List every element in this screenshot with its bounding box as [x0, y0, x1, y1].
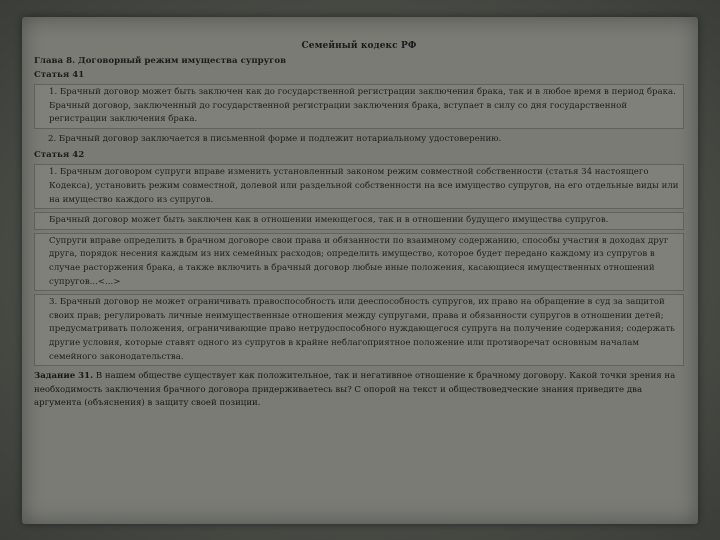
article-42-paragraph-2: Брачный договор может быть заключен как в отношении имеющегося, так и в отношении будущего имущества супругов. — [34, 212, 684, 230]
task-text: В нашем обществе существует как положительное, так и негативное отношение к брачному договору. Какой точки зрения на необходимость заключения брачного договора придерживаетесь вы? С опорой на текст и обществоведческие знания приведите два аргумента (объяснения) в защиту своей позиции. — [34, 371, 676, 409]
article-42-paragraph-1: 1. Брачным договором супруги вправе изменить установленный законом режим совместной собственности (статья 34 настоящего Кодекса), установить режим совместной, долевой или раздельной собственности на все имущество супругов, на его отдельные виды или на имущество каждого из супругов. — [34, 164, 684, 209]
article-41-heading: Статья 41 — [34, 70, 85, 80]
parchment-slide — [22, 17, 698, 524]
article-42-heading: Статья 42 — [34, 150, 85, 161]
article-42-paragraph-4: 3. Брачный договор не может ограничивать правоспособность или дееспособность супругов, их право на обращение в суд за защитой своих прав; регулировать личные неимущественные отношения между супругами, права и обязанности супругов в отношении детей; предусматривать положения, ограничивающие право нетрудоспособного нуждающегося супруга на получение содержания; содержать другие условия, которые ставят одного из супругов в крайне неблагоприятное положение или противоречат основным началам семейного законодательства. — [34, 294, 684, 366]
article-41-paragraph-2: 2. Брачный договор заключается в письменной форме и подлежит нотариальному удостоверению. — [48, 133, 502, 144]
article-42-paragraph-3: Супруги вправе определить в брачном договоре свои права и обязанности по взаимному содержанию, способы участия в доходах друг друга, порядок несения каждым из них семейных расходов; определить имущество, которое будет передано каждому из супругов в случае расторжения брака, а также включить в брачный договор любые иные положения, касающиеся имущественных отношений супругов...<...> — [34, 233, 684, 291]
article-41-paragraph-1: 1. Брачный договор может быть заключен как до государственной регистрации заключения брака, так и в любое время в период брака. Брачный договор, заключенный до государственной регистрации заключения брака, вступает в силу со дня государственной регистрации заключения брака. — [34, 84, 684, 129]
task-31 — [34, 370, 684, 411]
chapter-heading: Глава 8. Договорный режим имущества супругов — [34, 56, 287, 66]
page-title: Семейный кодекс РФ — [301, 41, 417, 51]
task-label: Задание 31. — [34, 371, 94, 382]
